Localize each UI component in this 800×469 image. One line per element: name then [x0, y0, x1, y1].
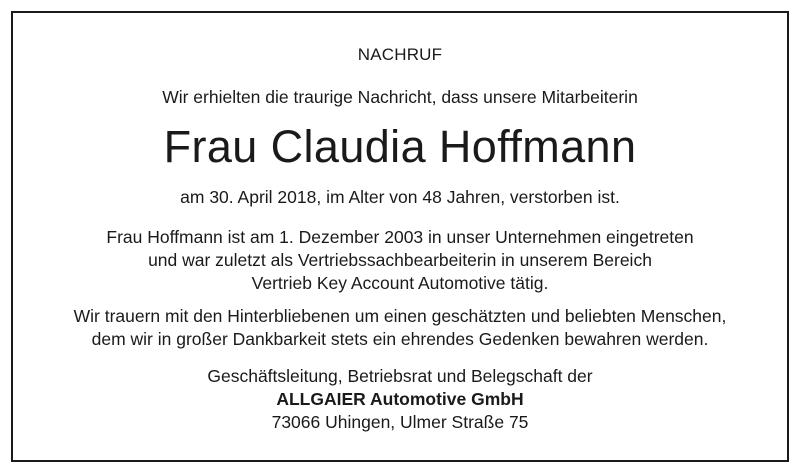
deceased-name: Frau Claudia Hoffmann: [163, 121, 637, 172]
career-line: Frau Hoffmann ist am 1. Dezember 2003 in unser Unternehmen eingetreten: [106, 227, 694, 247]
career-paragraph: [0, 226, 800, 295]
intro-text: Wir erhielten die traurige Nachricht, dass unsere Mitarbeiterin: [162, 87, 638, 107]
career-line: und war zuletzt als Vertriebssachbearbeiterin in unserem Bereich: [148, 250, 652, 270]
signature-from: Geschäftsleitung, Betriebsrat und Belegschaft der: [207, 366, 593, 386]
notice-heading: NACHRUF: [357, 45, 443, 64]
mourning-line: dem wir in großer Dankbarkeit stets ein ehrendes Gedenken bewahren werden.: [91, 329, 709, 349]
death-date-text: am 30. April 2018, im Alter von 48 Jahren, verstorben ist.: [180, 187, 620, 207]
company-address: 73066 Uhingen, Ulmer Straße 75: [271, 412, 529, 432]
signature-block: [0, 365, 800, 434]
company-name: ALLGAIER Automotive GmbH: [276, 389, 524, 409]
mourning-paragraph: [0, 305, 800, 351]
career-line: Vertrieb Key Account Automotive tätig.: [251, 273, 549, 293]
mourning-line: Wir trauern mit den Hinterbliebenen um einen geschätzten und beliebten Menschen,: [73, 306, 727, 326]
